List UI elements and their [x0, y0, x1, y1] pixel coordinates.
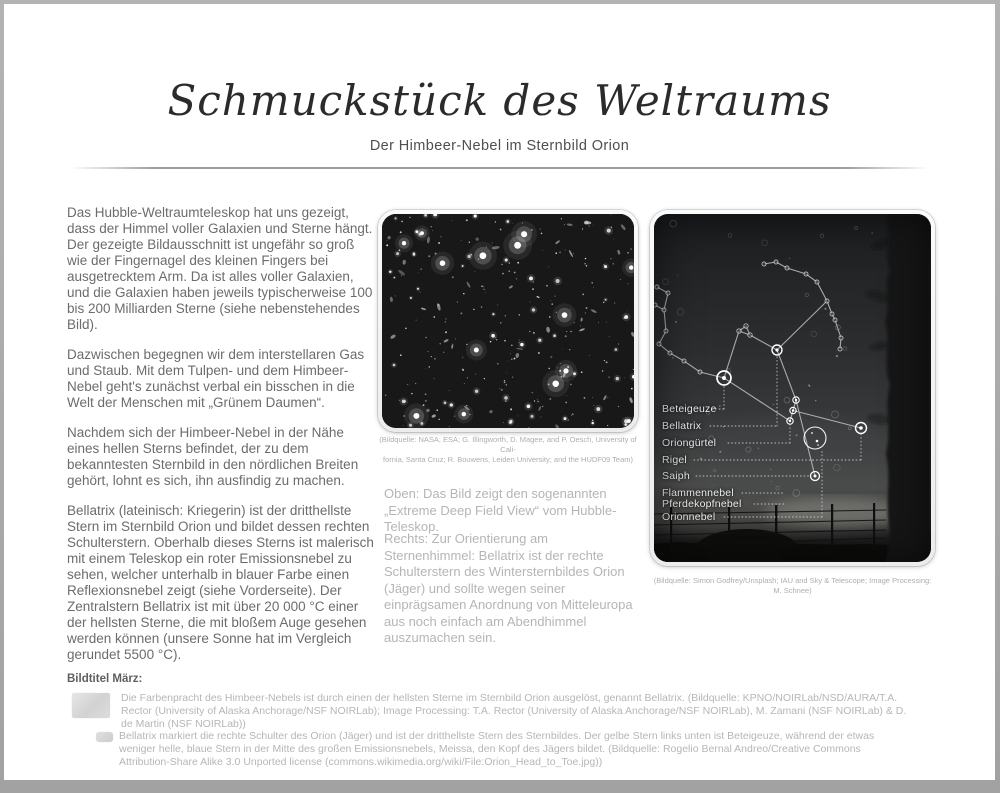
orion-label-rigel: Rigel [662, 454, 687, 466]
intro-column [67, 205, 377, 677]
page-title: Schmuckstück des Weltraums [167, 76, 832, 125]
orion-label-flammennebel: Flammennebel [662, 487, 734, 499]
hubble-starfield [382, 214, 634, 428]
orion-image-credit: (Bildquelle: Simon Godfrey/Unsplash; IAU and Sky & Telescope; Image Processing: M. Schnee) [653, 576, 932, 595]
footer-title: Bildtitel März: [67, 673, 143, 685]
orion-label-orionguertel: Oriongürtel [662, 437, 717, 449]
intro-paragraph-1: Das Hubble-Weltraumteleskop hat uns gezeigt, dass der Himmel voller Galaxien und Sterne hängt. Der gezeigte Bildausschnitt ist ungefähr so groß wie der Fingernagel des kleinen Fingers bei ausgetrecktem Arm. Da ist alles voller Galaxien, und die Galaxien haben jeweils typischerweise 100 bis 200 Milliarden Sterne (siehe nebenstehendes Bild). [67, 205, 373, 332]
orion-image-card [650, 210, 935, 566]
orion-label-beteigeuze: Beteigeuze [662, 403, 717, 415]
orion-label-bellatrix: Bellatrix [662, 420, 702, 432]
orion-label-saiph: Saiph [662, 470, 690, 482]
hubble-deep-field-photo [382, 214, 634, 428]
orion-label-pferdekopfnebel: Pferdekopfnebel [662, 498, 742, 510]
note-rechts: Rechts: Zur Orientierung am Sternenhimmel: Bellatrix ist der rechte Schulterstern des Wintersternbildes Orion (Jäger) und sollte wegen seiner einprägsamen Anordnung von Mitteleuropa aus noch einfach am Abendhimmel auszumachen sein. [384, 531, 633, 645]
orion-label-orionnebel: Orionnebel [662, 511, 716, 523]
constellation-vertex-rings [654, 260, 843, 374]
note-oben: Oben: Das Bild zeigt den sogenannten „Extreme Deep Field View“ vom Hubble-Teleskop. [384, 486, 617, 534]
intro-paragraph-4: Bellatrix (lateinisch: Kriegerin) ist der dritthellste Stern im Sternbild Orion und bildet dessen rechten Schulterstern. Oberhalb dieses Sterns ist malerisch mit einem Teleskop ein roter Emissionsnebel zu sehen, welcher unterhalb in blauer Farbe einen Reflexionsnebel zeigt (siehe Vorderseite). Der Zentralstern Bellatrix ist mit über 20 000 °C einer der hellsten Sterne, die mit bloßem Auge gesehen werden können (unsere Sonne hat im Vergleich gerundet 5500 °C). [67, 503, 374, 662]
header-divider [70, 167, 929, 169]
caption-thumbnail-2 [96, 732, 113, 742]
orion-constellation-photo [654, 214, 931, 562]
caption-thumbnail-1 [72, 693, 110, 718]
caption-text-2: Bellatrix markiert die rechte Schulter des Orion (Jäger) und ist der dritthellste Stern des Sternbildes. Der gelbe Stern links unten ist Beteigeuze, während der etwas weniger helle, blaue Stern in der Mitte des großen Emissionsnebels, Meissa, den Kopf des Jägers bildet. (Bildquelle: Rogelio Bernal Andreo/Creative Commons Attribution-Share Alike 3.0 Unported license (commons.wikimedia.org/wiki/File:Orion_Head_to_Toe.jpg)) [119, 730, 875, 768]
hubble-image-credit: (Bildquelle: NASA; ESA; G. Illingworth, D. Magee, and P. Oesch, University of Cali- fornia, Santa Cruz; R. Bouwens, Leiden University; and the HUDF09 Team) [379, 435, 637, 464]
intro-paragraph-2: Dazwischen begegnen wir dem interstellaren Gas und Staub. Mit dem Tulpen- und dem Himbeer-Nebel geht's zunächst verbal ein bisschen in die Welt der Menschen mit „Grünem Daumen“. [67, 347, 365, 410]
page-subtitle: Der Himbeer-Nebel im Sternbild Orion [369, 138, 630, 154]
caption-text-1: Die Farbenpracht des Himbeer-Nebels ist durch einen der hellsten Sterne im Sternbild Orion ausgelöst, genannt Bellatrix. (Bildquelle: KPNO/NOIRLab/NSD/AURA/T.A. Rector (University of Alaska Anchorage/NSF NOIRLab); Image Processing: T.A. Rector (University of Alaska Anchorage/NSF NOIRLab), M. Zamani (NSF NOIRLab) & D. de Martin (NSF NOIRLab)) [121, 692, 907, 730]
intro-paragraph-3: Nachdem sich der Himbeer-Nebel in der Nähe eines hellen Sterns befindet, der zu dem bekanntesten Sternbild in den nördlichen Breiten gehört, lohnt es sich, ihn ausfindig zu machen. [67, 425, 359, 488]
hubble-image-card [378, 210, 638, 432]
page [4, 4, 995, 780]
